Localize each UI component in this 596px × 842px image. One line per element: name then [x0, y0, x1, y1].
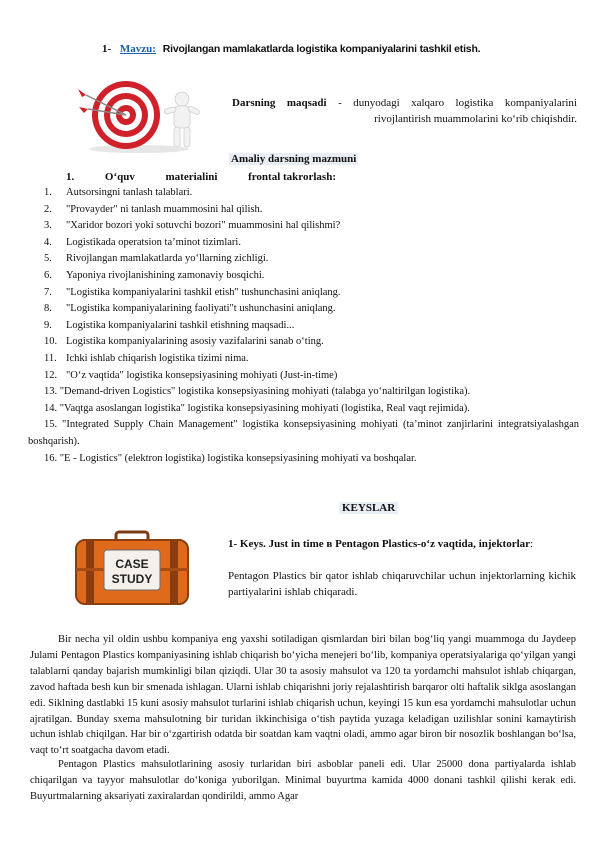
item-text: "Xaridor bozori yoki sotuvchi bozori" muammosini hal qilishmi?: [66, 220, 341, 232]
list-item: [44, 318, 579, 335]
list-item: [28, 417, 579, 450]
case-heading: [228, 536, 576, 552]
item-text: "Provayder" ni tanlash muammosini hal qilish.: [66, 203, 263, 215]
section-heading: [66, 171, 336, 183]
item-number: 16.: [44, 452, 58, 464]
case-heading-part1: 1- Keys. Just in time в Pentagon Plastics-o‘z vaqtida,: [228, 538, 476, 550]
case-heading-part2: injektorlar: [478, 538, 531, 550]
item-text: "E - Logistics" (elektron logistika) logistika konsepsiyasining mohiyati va boshqalar.: [59, 452, 417, 464]
section-word: frontal takrorlash:: [248, 171, 336, 183]
list-item: [44, 351, 579, 368]
section-number: 1.: [66, 171, 75, 183]
lesson-goal: [232, 95, 577, 127]
case-intro: Pentagon Plastics bir qator ishlab chiqaruvchilar uchun injektorlarning kichik partiyalarini ishlab chiqaradi.: [228, 570, 576, 598]
item-number: 8.: [44, 303, 52, 315]
list-item: [28, 401, 579, 418]
item-number: 3.: [44, 220, 52, 232]
item-text: Rivojlangan mamlakatlarda yo‘llarning zichligi.: [66, 253, 269, 265]
list-item: [44, 301, 579, 318]
case-study-suitcase-icon: [72, 530, 192, 608]
item-text: Ichki ishlab chiqarish logistika tizimi nima.: [66, 352, 249, 364]
cases-heading: KEYSLAR: [339, 502, 398, 514]
item-number: 14.: [44, 402, 58, 414]
list-item: [44, 202, 579, 219]
item-number: 7.: [44, 286, 52, 298]
section-word: materialini: [165, 171, 218, 183]
item-number: 4.: [44, 236, 52, 248]
case-paragraph: Pentagon Plastics mahsulotlarining asosiy turlaridan biri asboblar paneli edi. Ular 25000 dona partiyalarda ishlab chiqarilgan va tayyor mahsulotlar do‘koniga yuborilgan. Minimal buyurtma kamida 4000 donani tashkil qilishi kerak edi. Buyurtmalarning aksariyati zaxiralardan qondirildi, ammo Agar: [30, 759, 576, 802]
item-number: 9.: [44, 319, 52, 331]
case-heading-colon: :: [530, 538, 534, 550]
review-list: [28, 185, 579, 467]
item-text: "Demand-driven Logistics" logistika konsepsiyasining mohiyati (talabga yo‘naltirilgan logistika).: [59, 386, 471, 398]
item-number: 13.: [44, 386, 58, 398]
item-text: Yaponiya rivojlanishining zamonaviy bosqichi.: [66, 269, 265, 281]
section-word: O‘quv: [104, 171, 135, 183]
target-with-arrows-icon: [64, 77, 214, 154]
case-label-line1: CASE: [115, 557, 149, 571]
list-item: [44, 285, 579, 302]
item-number: 6.: [44, 269, 52, 281]
list-item: [44, 251, 579, 268]
goal-text: - dunyodagi xalqaro logistika kompaniyalarini rivojlantirish muammolarini ko‘rib chiqishdir.: [326, 97, 577, 125]
list-item: [44, 368, 579, 385]
page-title: [102, 43, 480, 55]
title-topic: Rivojlangan mamlakatlarda logistika kompaniyalarini tashkil etish.: [162, 43, 481, 55]
item-text: "Vaqtga asoslangan logistika" logistika konsepsiyasining mohiyati (logistika, Real vaqt rejimida).: [59, 402, 470, 414]
case-label-line2: STUDY: [111, 572, 153, 586]
item-text: "O‘z vaqtida" logistika konsepsiyasining mohiyati (Just-in-time): [66, 369, 338, 381]
case-paragraph: Bir necha yil oldin ushbu kompaniya eng yaxshi sotiladigan qismlardan biri bilan bog‘liq yangi muammoga du Jaydeep Julami Pentagon Plastics kompaniyasining ishlab chiqarish bo‘yicha menejeri bo‘lib, kompaniya operatsiyalariga qo‘yilgan yangi talablarni qanday bajarish mumkinligi bilan qiziqdi. Ular 30 ta asosiy mahsulot va 120 ta yordamchi mahsulot ishlab chiqargan, zavod haftada besh kun bir smenada ishlagan. Ularni ishlab chiqarishni joriy rejalashtirish barqaror olti haftalik siklga asoslangan edi. Siklning dastlabki 15 kuni asosiy mahsulot turlarini ishlab chiqarish uchun, keyingi 15 kun esa yordamchi mahsulotlar uchun ajratilgan. Bunday sxema mahsulotning bir turidan ikkinchisiga o‘tish paytida yuzaga keladigan uzilishlar sonini kamaytirish uchun ishlab chiqilgan. Har bir o‘zgartirish odatda bir soatdan kam vaqtni oladi, ammo agar biron bir nosozlik boshlangan bo‘lsa, vaqt to‘rt soatgacha davom etadi.: [30, 634, 576, 757]
item-number: 1.: [44, 187, 52, 198]
item-number: 15.: [44, 419, 58, 431]
title-label: Mavzu:: [119, 43, 156, 55]
case-study-image: [72, 530, 192, 608]
item-text: Logistika kompaniyalarini tashkil etishning maqsadi...: [66, 319, 295, 331]
list-item: [44, 218, 579, 235]
item-text: "Logistika kompaniyalarining faoliyati"t ushunchasini aniqlang.: [66, 303, 336, 315]
item-number: 11.: [44, 352, 57, 364]
item-text: Autsorsingni tanlash talablari.: [66, 187, 193, 198]
item-text: Logistikada operatsion ta’minot tizimlari.: [66, 236, 241, 248]
title-number: 1-: [102, 43, 112, 55]
content-heading: Amaliy darsning mazmuni: [231, 153, 357, 165]
item-text: "Logistika kompaniyalarini tashkil etish" tushunchasini aniqlang.: [66, 286, 341, 298]
list-item: [44, 185, 579, 202]
item-text: Logistika kompaniyalarining asosiy vazifalarini sanab o‘ting.: [66, 336, 324, 348]
list-item: [44, 235, 579, 252]
list-item: [44, 334, 579, 351]
item-number: 10.: [44, 336, 58, 348]
item-number: 12.: [44, 369, 58, 381]
item-number: 5.: [44, 253, 52, 265]
list-item: [28, 451, 579, 468]
item-number: 2.: [44, 203, 52, 215]
list-item: [28, 384, 579, 401]
target-illustration: [64, 77, 214, 154]
list-item: [44, 268, 579, 285]
goal-label: Darsning maqsadi: [232, 97, 327, 109]
item-text: "Integrated Supply Chain Management" logistika konsepsiyasining mohiyati (ta’minot zanjirlarini integratsiyalashgan boshqarish).: [28, 419, 579, 447]
